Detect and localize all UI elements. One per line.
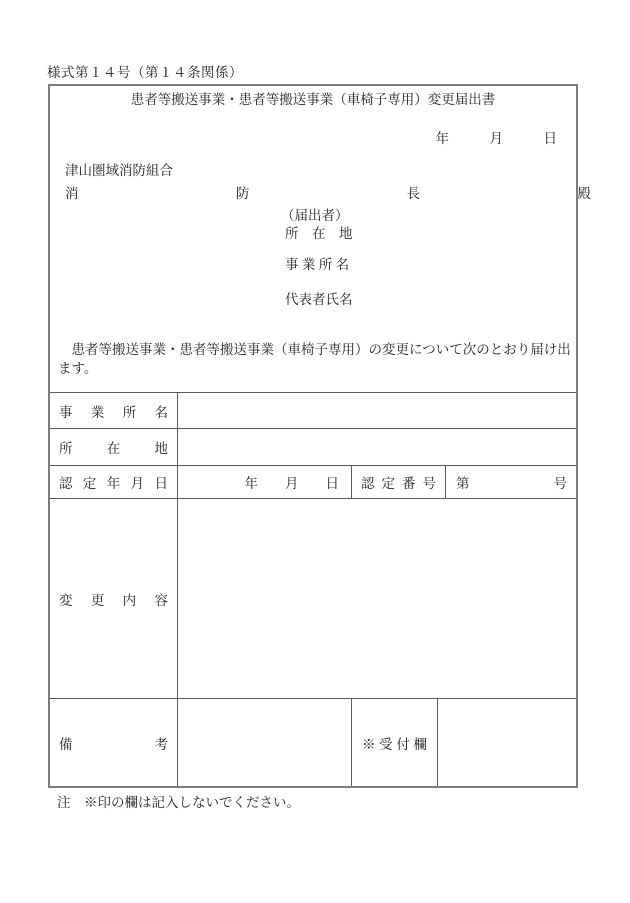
office-name-input-cell bbox=[178, 393, 576, 428]
change-details-label: 変更内容 bbox=[59, 592, 168, 608]
reception-column-label-cell bbox=[352, 699, 438, 786]
form-title: 患者等搬送事業・患者等搬送事業（車椅子専用）変更届出書 bbox=[130, 92, 496, 107]
remarks-row bbox=[50, 698, 576, 786]
change-details-input-cell bbox=[178, 499, 576, 698]
address-label: 所在地 bbox=[59, 441, 168, 456]
certification-number-suffix: 号 bbox=[553, 476, 567, 491]
addressee-organization: 津山圏域消防組合 bbox=[65, 163, 173, 178]
reception-input-cell bbox=[438, 699, 576, 786]
office-name-row bbox=[50, 392, 576, 428]
certification-date-label-cell bbox=[50, 466, 178, 498]
declarant-address-label: 所 在 地 bbox=[285, 226, 353, 241]
certification-number-input-cell bbox=[446, 466, 576, 498]
change-details-row bbox=[50, 498, 576, 698]
addressee-honorific: 消防長殿 bbox=[65, 186, 591, 201]
form-number-label: 様式第１４号（第１４条関係） bbox=[47, 65, 243, 80]
certification-number-label-cell bbox=[352, 466, 446, 498]
address-label-cell bbox=[50, 429, 178, 465]
remarks-label-cell bbox=[50, 699, 178, 786]
declaration-paragraph: 患者等搬送事業・患者等搬送事業（車椅子専用）の変更について次のとおり届け出ます。 bbox=[58, 342, 571, 376]
certification-number-label: 認定番号 bbox=[361, 476, 436, 491]
footer-note: 注 ※印の欄は記入しないでください。 bbox=[57, 795, 300, 810]
certification-date-label: 認定年月日 bbox=[59, 476, 168, 491]
certification-date-value: 年 月 日 bbox=[178, 466, 352, 498]
form-outer-box bbox=[48, 84, 591, 788]
declarant-heading: （届出者） bbox=[281, 208, 349, 223]
reception-column-label: ※受付欄 bbox=[362, 736, 427, 752]
address-row bbox=[50, 428, 576, 465]
office-name-label: 事業所名 bbox=[59, 404, 168, 420]
certification-number-prefix: 第 bbox=[456, 476, 470, 491]
certification-row bbox=[50, 465, 576, 498]
declarant-office-name-label: 事 業 所 名 bbox=[285, 257, 350, 272]
office-name-label-cell bbox=[50, 393, 178, 428]
submission-date-line: 年 月 日 bbox=[435, 131, 557, 146]
form-header-section bbox=[50, 86, 591, 392]
declarant-representative-label: 代表者氏名 bbox=[285, 292, 353, 307]
remarks-label: 備考 bbox=[59, 736, 168, 752]
address-input-cell bbox=[178, 429, 576, 465]
change-details-label-cell bbox=[50, 499, 178, 698]
remarks-input-cell bbox=[178, 699, 352, 786]
